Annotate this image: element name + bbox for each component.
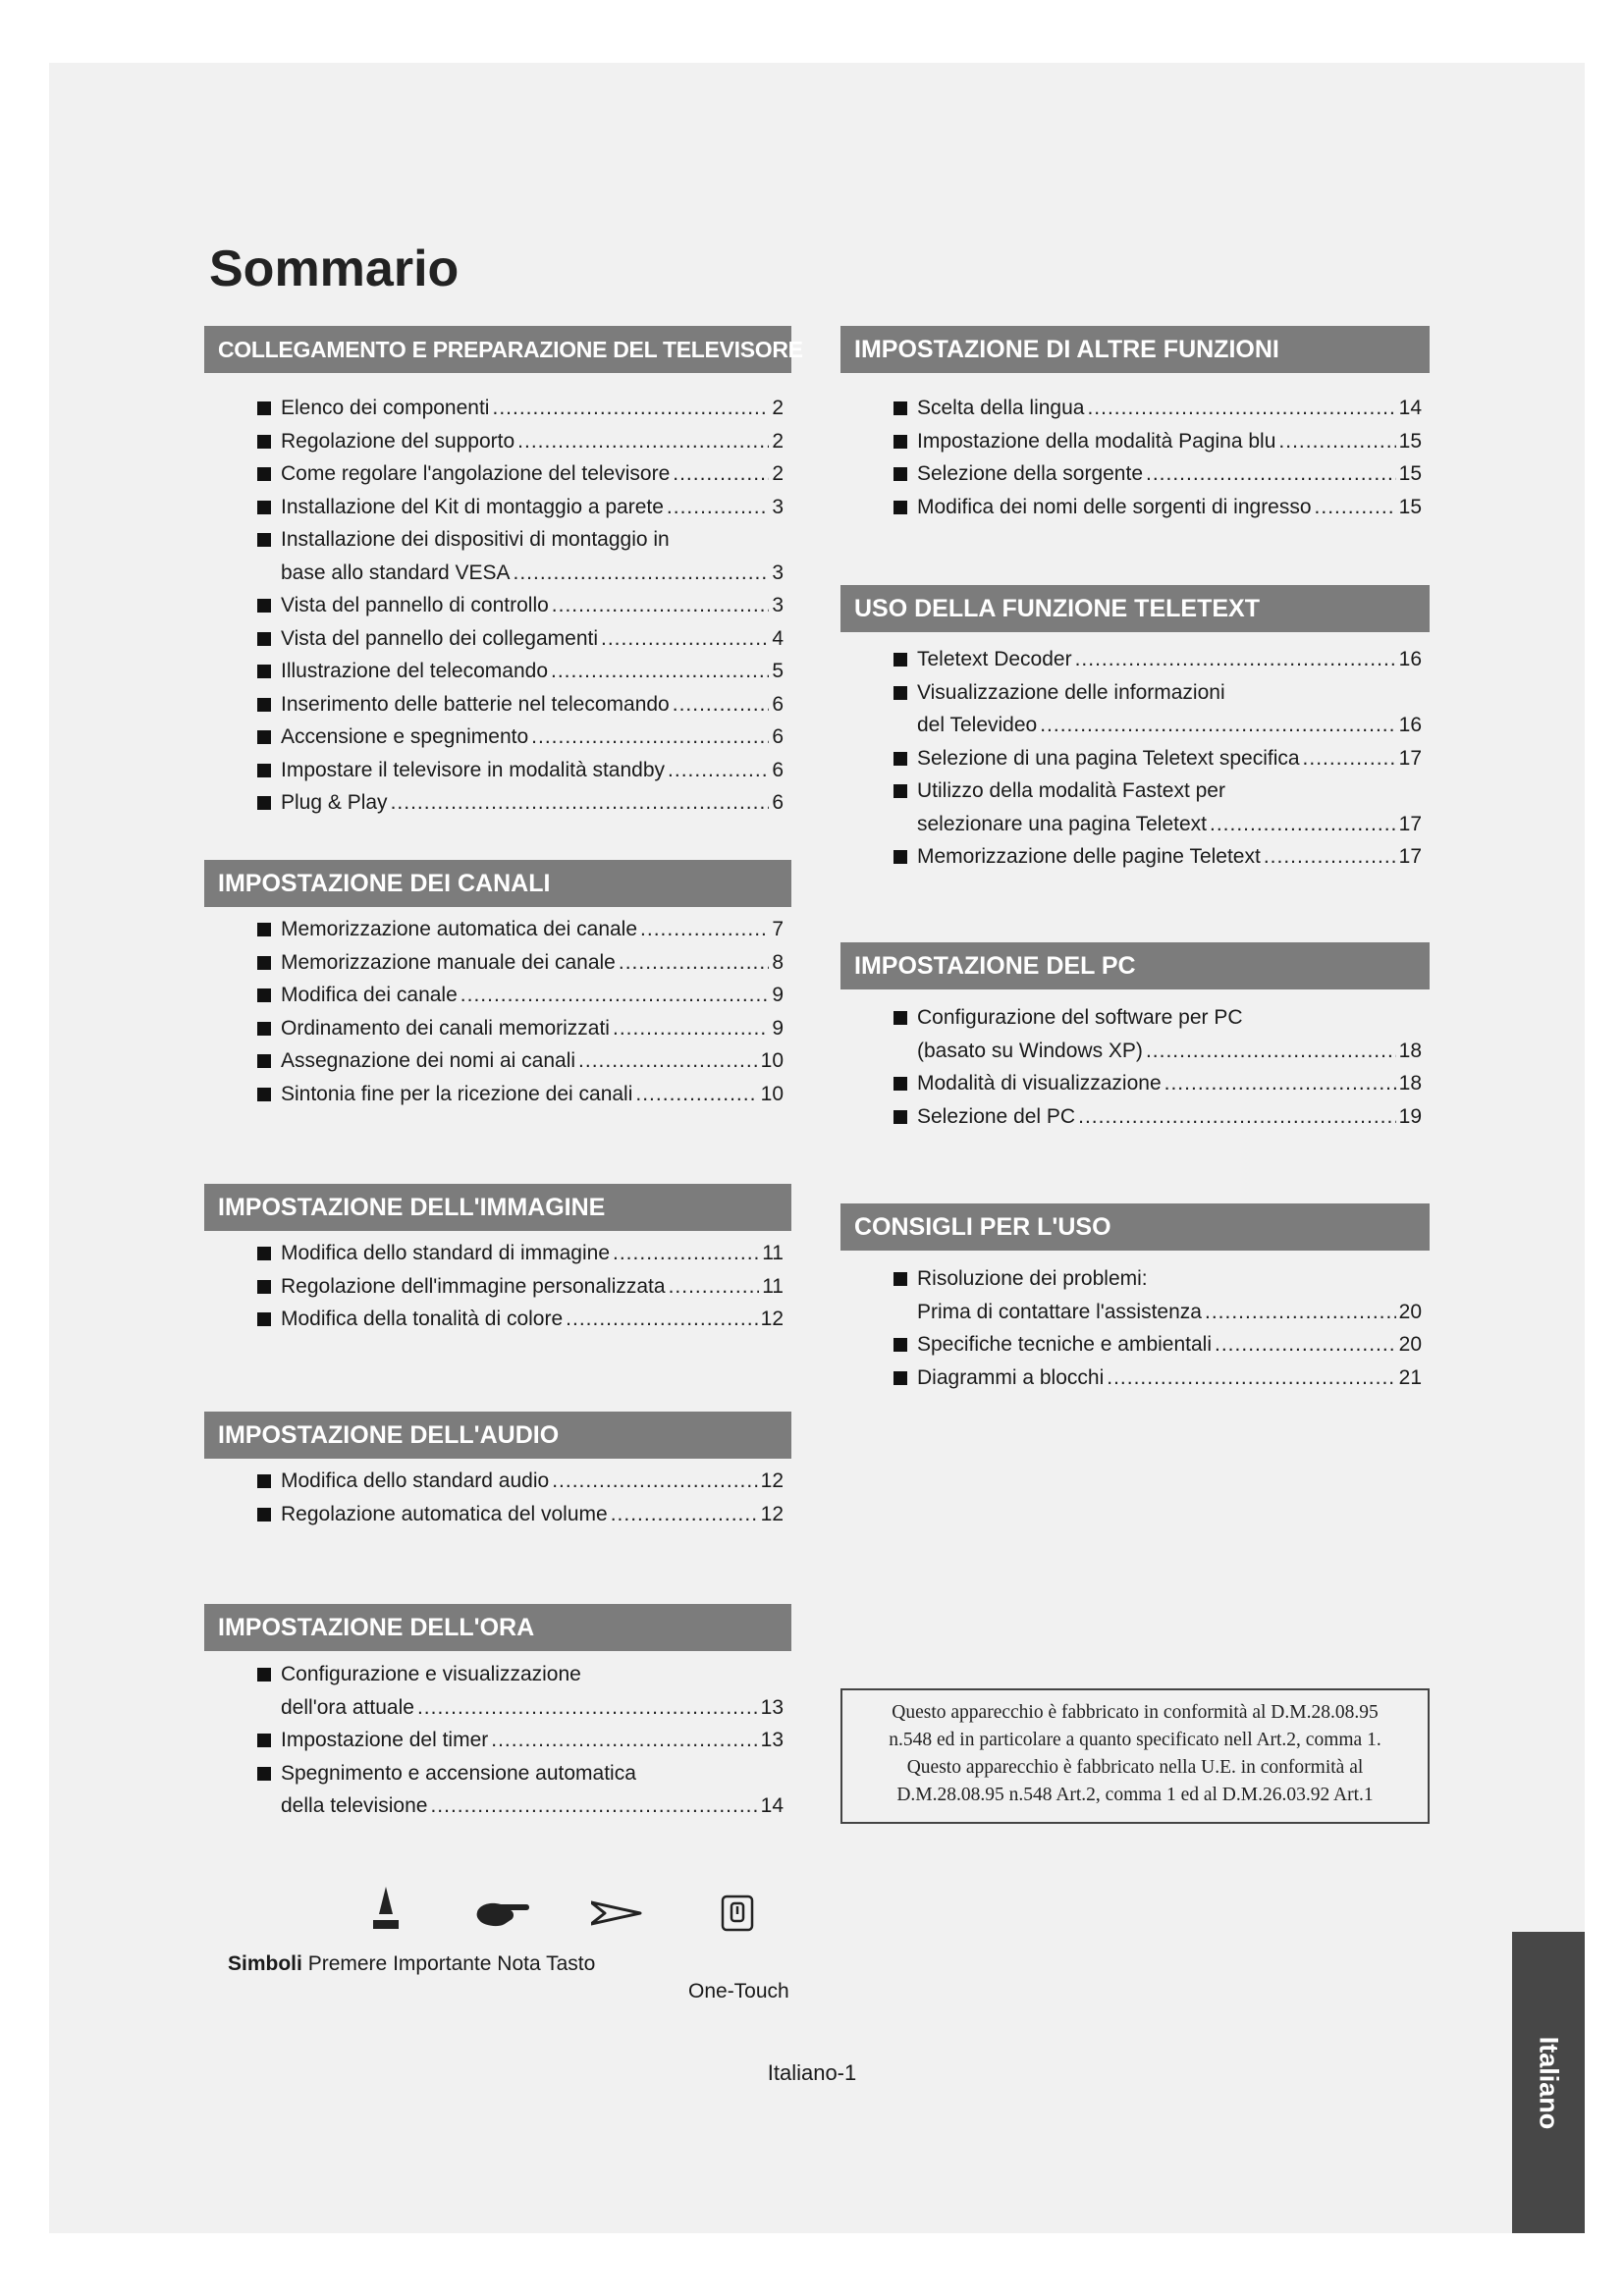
toc-entry-page: 16 bbox=[1398, 648, 1422, 670]
toc-list bbox=[204, 913, 791, 1110]
bullet-icon bbox=[257, 956, 271, 970]
toc-entry bbox=[840, 1262, 1430, 1328]
toc-entry-title: Memorizzazione delle pagine Teletext bbox=[917, 845, 1261, 868]
toc-entry-page: 15 bbox=[1398, 495, 1422, 518]
note-icon bbox=[591, 1900, 642, 1926]
toc-entry-title: Spegnimento e accensione automatica bbox=[281, 1761, 636, 1785]
toc-entry-page: 2 bbox=[772, 429, 784, 453]
toc-entry-title: Scelta della lingua bbox=[917, 397, 1085, 419]
toc-entry-page: 3 bbox=[772, 495, 784, 518]
toc-entry-title: Installazione dei dispositivi di montaggio in bbox=[281, 528, 670, 551]
toc-entry-title: Configurazione del software per PC bbox=[917, 1006, 1243, 1029]
bullet-icon bbox=[257, 1734, 271, 1747]
toc-entry-title: della televisione bbox=[281, 1794, 428, 1817]
toc-entry bbox=[840, 774, 1430, 840]
toc-entry-page: 2 bbox=[772, 397, 784, 419]
toc-entry bbox=[840, 1067, 1430, 1100]
notice-line: n.548 ed in particolare a quanto specificato nell Art.2, comma 1. bbox=[889, 1730, 1381, 1750]
leader-dots bbox=[1205, 1296, 1396, 1329]
toc-entry-title: Memorizzazione manuale dei canale bbox=[281, 950, 616, 974]
section-header: IMPOSTAZIONE DEL PC bbox=[840, 942, 1430, 989]
toc-entry-page: 15 bbox=[1398, 462, 1422, 485]
bullet-icon bbox=[257, 1088, 271, 1101]
section-header: USO DELLA FUNZIONE TELETEXT bbox=[840, 585, 1430, 632]
symbols-label: Simboli bbox=[228, 1952, 302, 1975]
toc-entry bbox=[204, 786, 791, 820]
bullet-icon bbox=[257, 665, 271, 678]
toc-entry-page: 11 bbox=[762, 1274, 784, 1298]
toc-list bbox=[840, 1262, 1430, 1394]
toc-entry-page: 21 bbox=[1398, 1365, 1422, 1389]
toc-entry-page: 17 bbox=[1398, 746, 1422, 770]
bullet-icon bbox=[893, 1077, 907, 1091]
toc-entry-title: Memorizzazione automatica dei canale bbox=[281, 918, 638, 940]
toc-entry bbox=[204, 1270, 791, 1304]
section-consigli bbox=[840, 1203, 1430, 1394]
bullet-icon bbox=[257, 1280, 271, 1294]
bullet-icon bbox=[257, 632, 271, 646]
leader-dots bbox=[1164, 1067, 1396, 1100]
toc-entry bbox=[840, 425, 1430, 458]
toc-entry bbox=[204, 1757, 791, 1823]
language-side-tab bbox=[1512, 1932, 1585, 2233]
leader-dots bbox=[601, 622, 769, 656]
toc-entry-title: Configurazione e visualizzazione bbox=[281, 1663, 581, 1685]
toc-entry bbox=[840, 676, 1430, 742]
toc-entry-page: 10 bbox=[760, 1049, 784, 1072]
toc-list bbox=[840, 392, 1430, 523]
bullet-icon bbox=[257, 988, 271, 1002]
bullet-icon bbox=[893, 850, 907, 864]
toc-entry-page: 16 bbox=[1398, 714, 1422, 736]
toc-entry-page: 15 bbox=[1398, 429, 1422, 453]
toc-entry-title: Regolazione dell'immagine personalizzata bbox=[281, 1274, 666, 1298]
bullet-icon bbox=[893, 1338, 907, 1352]
toc-entry bbox=[204, 1078, 791, 1111]
section-header: IMPOSTAZIONE DELL'ORA bbox=[204, 1604, 791, 1651]
toc-entry-page: 3 bbox=[772, 594, 784, 616]
toc-entry-title: Elenco dei componenti bbox=[281, 397, 490, 419]
section-altre-funzioni bbox=[840, 326, 1430, 523]
toc-entry-page: 10 bbox=[760, 1082, 784, 1105]
toc-entry-title: Modifica dei nomi delle sorgenti di ingresso bbox=[917, 495, 1312, 518]
toc-entry-title: Plug & Play bbox=[281, 791, 388, 814]
toc-entry bbox=[204, 1012, 791, 1045]
leader-dots bbox=[578, 1044, 758, 1078]
leader-dots bbox=[1040, 709, 1395, 742]
bullet-icon bbox=[257, 1767, 271, 1781]
leader-dots bbox=[667, 491, 769, 524]
toc-entry-page: 9 bbox=[772, 1016, 784, 1040]
toc-entry-page: 18 bbox=[1398, 1039, 1422, 1062]
leader-dots bbox=[669, 1270, 760, 1304]
toc-entry-title: del Televideo bbox=[917, 714, 1038, 736]
toc-entry-title: Accensione e spegnimento bbox=[281, 725, 529, 748]
toc-entry bbox=[204, 1044, 791, 1078]
toc-entry bbox=[840, 1001, 1430, 1067]
leader-dots bbox=[531, 721, 769, 754]
bullet-icon bbox=[257, 1474, 271, 1488]
toc-entry-title: Modalità di visualizzazione bbox=[917, 1072, 1162, 1095]
toc-entry-title: Modifica della tonalità di colore bbox=[281, 1308, 564, 1330]
bullet-icon bbox=[257, 401, 271, 415]
bullet-icon bbox=[257, 1312, 271, 1326]
bullet-icon bbox=[893, 1371, 907, 1385]
leader-dots bbox=[552, 1465, 757, 1498]
toc-entry bbox=[204, 721, 791, 754]
toc-list bbox=[204, 1237, 791, 1336]
toc-entry-title: dell'ora attuale bbox=[281, 1695, 414, 1719]
toc-entry bbox=[204, 1237, 791, 1270]
bullet-icon bbox=[257, 467, 271, 481]
bullet-icon bbox=[257, 1054, 271, 1068]
toc-entry-page: 12 bbox=[760, 1308, 784, 1330]
toc-entry-page: 20 bbox=[1398, 1300, 1422, 1323]
press-icon bbox=[373, 1887, 399, 1936]
toc-entry-title: Installazione del Kit di montaggio a parete bbox=[281, 495, 664, 518]
leader-dots bbox=[391, 786, 770, 820]
section-collegamento bbox=[204, 326, 803, 820]
important-icon bbox=[475, 1898, 530, 1928]
leader-dots bbox=[492, 392, 769, 425]
toc-entry-title: Modifica dello standard audio bbox=[281, 1469, 550, 1492]
notice-line: Questo apparecchio è fabbricato nella U.E. in conformità al bbox=[906, 1757, 1364, 1778]
toc-entry-title: Assegnazione dei nomi ai canali bbox=[281, 1049, 576, 1072]
leader-dots bbox=[613, 1012, 769, 1045]
symbol-name-one-touch: One-Touch bbox=[688, 1980, 789, 2002]
leader-dots bbox=[517, 425, 769, 458]
toc-entry bbox=[204, 589, 791, 622]
toc-list bbox=[204, 392, 791, 820]
toc-entry-page: 11 bbox=[762, 1242, 784, 1264]
leader-dots bbox=[1087, 392, 1395, 425]
section-header: IMPOSTAZIONE DELL'IMMAGINE bbox=[204, 1184, 791, 1231]
leader-dots bbox=[673, 457, 769, 491]
leader-dots bbox=[1107, 1362, 1395, 1395]
section-header: CONSIGLI PER L'USO bbox=[840, 1203, 1430, 1251]
toc-entry bbox=[840, 643, 1430, 676]
toc-entry-page: 12 bbox=[760, 1502, 784, 1525]
toc-entry-title: Come regolare l'angolazione del televisore bbox=[281, 462, 671, 485]
toc-entry-page: 6 bbox=[772, 791, 784, 814]
toc-entry-title: Vista del pannello di controllo bbox=[281, 594, 549, 616]
toc-entry bbox=[204, 913, 791, 946]
toc-entry-page: 14 bbox=[1398, 397, 1422, 419]
toc-entry bbox=[204, 523, 791, 589]
toc-entry bbox=[204, 1658, 791, 1724]
section-immagine bbox=[204, 1184, 791, 1336]
toc-entry-title: Modifica dei canale bbox=[281, 984, 458, 1006]
toc-entry bbox=[204, 946, 791, 980]
toc-entry bbox=[204, 754, 791, 787]
toc-entry bbox=[204, 1465, 791, 1498]
leader-dots bbox=[513, 557, 769, 590]
bullet-icon bbox=[257, 501, 271, 514]
toc-entry-title: Impostazione della modalità Pagina blu bbox=[917, 429, 1276, 453]
leader-dots bbox=[1210, 808, 1396, 841]
leader-dots bbox=[640, 913, 769, 946]
toc-entry bbox=[204, 979, 791, 1012]
bullet-icon bbox=[893, 653, 907, 667]
leader-dots bbox=[1315, 491, 1396, 524]
toc-entry-page: 7 bbox=[772, 918, 784, 940]
toc-entry-page: 18 bbox=[1398, 1072, 1422, 1095]
section-pc bbox=[840, 942, 1430, 1133]
section-ora bbox=[204, 1604, 791, 1823]
one-touch-button-icon bbox=[721, 1895, 754, 1932]
toc-entry bbox=[204, 1724, 791, 1757]
toc-entry bbox=[204, 622, 791, 656]
bullet-icon bbox=[257, 533, 271, 547]
toc-entry-page: 17 bbox=[1398, 845, 1422, 868]
toc-entry bbox=[840, 1328, 1430, 1362]
leader-dots bbox=[1146, 457, 1396, 491]
leader-dots bbox=[491, 1724, 757, 1757]
symbol-name-nota: Nota bbox=[497, 1952, 541, 1975]
toc-entry bbox=[204, 457, 791, 491]
bullet-icon bbox=[893, 686, 907, 700]
leader-dots bbox=[1215, 1328, 1396, 1362]
toc-entry-page: 3 bbox=[772, 561, 784, 584]
toc-entry-page: 2 bbox=[772, 462, 784, 485]
toc-list bbox=[204, 1658, 791, 1823]
toc-entry-title: Specifiche tecniche e ambientali bbox=[917, 1333, 1213, 1356]
toc-entry-page: 6 bbox=[772, 692, 784, 716]
bullet-icon bbox=[257, 764, 271, 777]
bullet-icon bbox=[893, 784, 907, 798]
toc-entry-page: 4 bbox=[772, 626, 784, 650]
toc-entry-title: (basato su Windows XP) bbox=[917, 1039, 1143, 1062]
toc-entry-title: Inserimento delle batterie nel telecomando bbox=[281, 692, 670, 716]
symbol-name-premere: Premere bbox=[307, 1952, 388, 1975]
toc-entry bbox=[204, 1303, 791, 1336]
bullet-icon bbox=[893, 1272, 907, 1286]
toc-entry bbox=[204, 392, 791, 425]
toc-entry-page: 20 bbox=[1398, 1333, 1422, 1356]
leader-dots bbox=[1278, 425, 1395, 458]
leader-dots bbox=[673, 688, 770, 721]
leader-dots bbox=[635, 1078, 757, 1111]
section-header: IMPOSTAZIONE DEI CANALI bbox=[204, 860, 791, 907]
toc-entry-page: 19 bbox=[1398, 1104, 1422, 1128]
toc-entry-title: Illustrazione del telecomando bbox=[281, 660, 548, 682]
bullet-icon bbox=[257, 796, 271, 810]
toc-entry-title: selezionare una pagina Teletext bbox=[917, 812, 1207, 835]
toc-entry-title: Risoluzione dei problemi: bbox=[917, 1267, 1148, 1290]
page-number: Italiano-1 bbox=[767, 2060, 857, 2085]
toc-entry-page: 9 bbox=[772, 984, 784, 1006]
bullet-icon bbox=[257, 1508, 271, 1522]
toc-entry bbox=[204, 1498, 791, 1531]
section-header: IMPOSTAZIONE DELL'AUDIO bbox=[204, 1412, 791, 1459]
bullet-icon bbox=[893, 1011, 907, 1025]
symbol-name-tasto: Tasto bbox=[546, 1952, 596, 1975]
leader-dots bbox=[551, 655, 769, 688]
leader-dots bbox=[1264, 840, 1396, 874]
toc-entry-title: Impostazione del timer bbox=[281, 1729, 489, 1751]
toc-entry-title: Diagrammi a blocchi bbox=[917, 1365, 1105, 1389]
toc-entry bbox=[840, 491, 1430, 524]
toc-entry-title: Ordinamento dei canali memorizzati bbox=[281, 1016, 610, 1040]
toc-list bbox=[204, 1465, 791, 1530]
leader-dots bbox=[613, 1237, 759, 1270]
bullet-icon bbox=[257, 435, 271, 449]
language-side-tab-label: Italiano bbox=[1534, 2036, 1564, 2129]
toc-entry-page: 6 bbox=[772, 725, 784, 748]
leader-dots bbox=[566, 1303, 757, 1336]
bullet-icon bbox=[893, 1110, 907, 1124]
bullet-icon bbox=[257, 1668, 271, 1682]
bullet-icon bbox=[257, 1022, 271, 1036]
toc-entry bbox=[840, 392, 1430, 425]
bullet-icon bbox=[257, 698, 271, 712]
leader-dots bbox=[1075, 643, 1396, 676]
toc-entry bbox=[204, 425, 791, 458]
toc-entry-title: Selezione del PC bbox=[917, 1104, 1076, 1128]
section-audio bbox=[204, 1412, 791, 1530]
toc-entry bbox=[840, 840, 1430, 874]
leader-dots bbox=[460, 979, 770, 1012]
toc-entry bbox=[840, 1100, 1430, 1134]
notice-line: D.M.28.08.95 n.548 Art.2, comma 1 ed al D.M.26.03.92 Art.1 bbox=[896, 1785, 1374, 1805]
toc-entry-title: Utilizzo della modalità Fastext per bbox=[917, 779, 1225, 802]
bullet-icon bbox=[893, 401, 907, 415]
toc-entry-page: 14 bbox=[760, 1794, 784, 1817]
toc-entry-title: base allo standard VESA bbox=[281, 561, 511, 584]
toc-entry-title: Vista del pannello dei collegamenti bbox=[281, 626, 598, 650]
toc-entry-title: Regolazione del supporto bbox=[281, 429, 515, 453]
toc-entry-page: 12 bbox=[760, 1469, 784, 1492]
section-header: IMPOSTAZIONE DI ALTRE FUNZIONI bbox=[840, 326, 1430, 373]
bullet-icon bbox=[893, 752, 907, 766]
bullet-icon bbox=[257, 730, 271, 744]
leader-dots bbox=[552, 589, 770, 622]
leader-dots bbox=[1078, 1100, 1396, 1134]
bullet-icon bbox=[893, 501, 907, 514]
leader-dots bbox=[430, 1789, 757, 1823]
bullet-icon bbox=[893, 467, 907, 481]
section-teletext bbox=[840, 585, 1430, 874]
bullet-icon bbox=[257, 923, 271, 936]
toc-entry-page: 6 bbox=[772, 758, 784, 781]
toc-list bbox=[840, 1001, 1430, 1133]
toc-entry bbox=[840, 742, 1430, 775]
toc-entry-page: 13 bbox=[760, 1729, 784, 1751]
symbols-caption bbox=[228, 1952, 595, 1976]
toc-entry-title: Visualizzazione delle informazioni bbox=[917, 680, 1225, 704]
toc-entry-title: Teletext Decoder bbox=[917, 648, 1072, 670]
bullet-icon bbox=[893, 435, 907, 449]
toc-entry bbox=[204, 688, 791, 721]
toc-entry-title: Selezione di una pagina Teletext specifica bbox=[917, 746, 1300, 770]
leader-dots bbox=[1303, 742, 1396, 775]
bullet-icon bbox=[257, 1247, 271, 1260]
toc-entry bbox=[840, 457, 1430, 491]
leader-dots bbox=[611, 1498, 758, 1531]
toc-entry-title: Selezione della sorgente bbox=[917, 462, 1143, 485]
toc-entry-title: Prima di contattare l'assistenza bbox=[917, 1300, 1202, 1323]
leader-dots bbox=[668, 754, 769, 787]
toc-entry-title: Sintonia fine per la ricezione dei canali bbox=[281, 1082, 633, 1105]
section-canali bbox=[204, 860, 791, 1110]
conformity-notice bbox=[840, 1688, 1430, 1824]
toc-entry bbox=[840, 1362, 1430, 1395]
toc-entry-title: Modifica dello standard di immagine bbox=[281, 1242, 611, 1264]
toc-list bbox=[840, 643, 1430, 874]
page-title: Sommario bbox=[209, 240, 460, 297]
toc-entry-title: Impostare il televisore in modalità standby bbox=[281, 758, 666, 781]
notice-line: Questo apparecchio è fabbricato in conformità al D.M.28.08.95 bbox=[892, 1702, 1379, 1723]
leader-dots bbox=[1146, 1035, 1396, 1068]
section-header: COLLEGAMENTO E PREPARAZIONE DEL TELEVISORE bbox=[204, 326, 791, 373]
bullet-icon bbox=[257, 599, 271, 613]
toc-entry-page: 5 bbox=[772, 660, 784, 682]
leader-dots bbox=[619, 946, 769, 980]
symbol-name-importante: Importante bbox=[393, 1952, 492, 1975]
toc-entry bbox=[204, 655, 791, 688]
toc-entry-page: 8 bbox=[772, 950, 784, 974]
toc-entry-title: Regolazione automatica del volume bbox=[281, 1502, 608, 1525]
toc-entry-page: 17 bbox=[1398, 812, 1422, 835]
leader-dots bbox=[417, 1691, 758, 1725]
toc-entry-page: 13 bbox=[760, 1695, 784, 1719]
toc-entry bbox=[204, 491, 791, 524]
